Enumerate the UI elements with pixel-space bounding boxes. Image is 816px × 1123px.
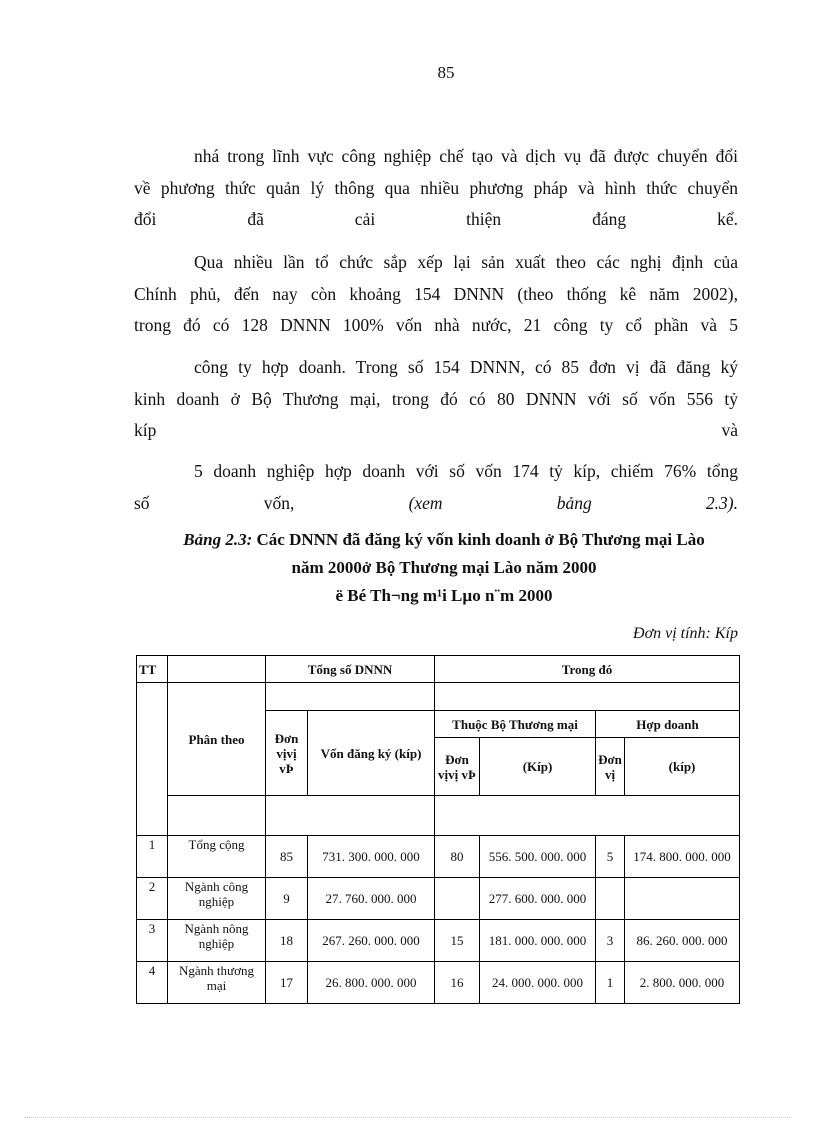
paragraph-line: kíp và [134, 420, 738, 440]
cell-n2: 15 [435, 920, 480, 962]
cell-tt: 3 [137, 920, 168, 962]
cell-v1: 26. 800. 000. 000 [308, 962, 435, 1004]
cell-name: Ngành nông nghiệp [168, 920, 266, 962]
cell-v3 [625, 878, 740, 920]
header-tt: TT [137, 656, 168, 683]
cell-name: Tổng cộng [168, 836, 266, 878]
paragraph-line: 5 doanh nghiệp hợp doanh với số vốn 174 tỷ kíp, chiếm 76% tổng [194, 461, 738, 481]
header-von-dang-ky: Vốn đăng ký (kíp) [308, 711, 435, 796]
cell-n1: 17 [266, 962, 308, 1004]
paragraph-line: nhá trong lĩnh vực công nghiệp chế tạo và dịch vụ đã được chuyển đổi [194, 146, 738, 166]
cell-name: Ngành công nghiệp [168, 878, 266, 920]
cell-tt: 1 [137, 836, 168, 878]
header-phan-theo: Phân theo [168, 683, 266, 796]
header-kip: (Kíp) [480, 738, 596, 796]
data-table [136, 655, 740, 1004]
page-bottom-divider [24, 1117, 792, 1118]
header-thuoc-bo: Thuộc Bộ Thương mại [435, 711, 596, 738]
header-kip-2: (kíp) [625, 738, 740, 796]
header-empty [266, 683, 435, 711]
header-blank [168, 656, 266, 683]
paragraph-3 [134, 352, 738, 447]
paragraph-1 [134, 141, 738, 236]
header-empty [435, 796, 740, 836]
cell-v1: 27. 760. 000. 000 [308, 878, 435, 920]
paragraph-line: công ty hợp doanh. Trong số 154 DNNN, có 85 đơn vị đã đăng ký [194, 357, 738, 377]
header-empty [168, 796, 266, 836]
caption-line-3: ë Bé Th¬ng m¹i Lµo n¨m 2000 [335, 586, 553, 605]
header-trong-do: Trong đó [435, 656, 740, 683]
cell-n1: 9 [266, 878, 308, 920]
table-row [137, 878, 740, 920]
cell-n1: 18 [266, 920, 308, 962]
cell-v2: 556. 500. 000. 000 [480, 836, 596, 878]
cell-v3: 2. 800. 000. 000 [625, 962, 740, 1004]
header-empty [435, 683, 740, 711]
header-tt-empty [137, 683, 168, 836]
table-row [137, 920, 740, 962]
page-number: 85 [437, 63, 455, 82]
caption-text: Các DNNN đã đăng ký vốn kinh doanh ở Bộ Thương mại Lào [256, 530, 705, 549]
paragraph-line: Chính phủ, đến nay còn khoảng 154 DNNN (theo thống kê năm 2002), [134, 283, 738, 304]
cell-v1: 731. 300. 000. 000 [308, 836, 435, 878]
cell-n2 [435, 878, 480, 920]
cell-n3: 5 [596, 836, 625, 878]
cell-n2: 80 [435, 836, 480, 878]
paragraph-line: Qua nhiều lần tổ chức sắp xếp lại sản xuất theo các nghị định của [194, 252, 738, 272]
unit-label: Đơn vị tính: Kíp [633, 625, 738, 642]
paragraph-line: đổi đã cải thiện đáng kể. [134, 209, 738, 229]
caption-label: Bảng 2.3: [183, 530, 253, 549]
cell-v2: 24. 000. 000. 000 [480, 962, 596, 1004]
paragraph-line: trong đó có 128 DNNN 100% vốn nhà nước, 21 công ty cổ phần và 5 [134, 315, 738, 335]
paragraph-text: số vốn, [134, 492, 295, 513]
cell-v3: 174. 800. 000. 000 [625, 836, 740, 878]
paragraph-2 [134, 247, 738, 342]
cell-v1: 267. 260. 000. 000 [308, 920, 435, 962]
cell-name: Ngành thương mại [168, 962, 266, 1004]
cell-n3: 3 [596, 920, 625, 962]
header-don-vi: Đơn vịvị vÞ [266, 711, 308, 796]
cell-tt: 4 [137, 962, 168, 1004]
cell-n1: 85 [266, 836, 308, 878]
header-don-vi-3: Đơn vị [596, 738, 625, 796]
cell-n3: 1 [596, 962, 625, 1004]
table-reference: (xem bảng 2.3). [408, 492, 739, 513]
table-row [137, 962, 740, 1004]
cell-n3 [596, 878, 625, 920]
caption-line-2: năm 2000ở Bộ Thương mại Lào năm 2000 [291, 558, 597, 577]
cell-v3: 86. 260. 000. 000 [625, 920, 740, 962]
header-empty [266, 796, 435, 836]
paragraph-4 [134, 456, 738, 519]
caption-line-1 [134, 526, 754, 554]
table-row [137, 836, 740, 878]
paragraph-line: về phương thức quản lý thông qua nhiều phương pháp và hình thức chuyển [134, 177, 738, 198]
cell-n2: 16 [435, 962, 480, 1004]
paragraph-line: kinh doanh ở Bộ Thương mại, trong đó có 80 DNNN với số vốn 556 tỷ [134, 388, 738, 409]
header-hop-doanh: Hợp doanh [596, 711, 740, 738]
header-tong-so: Tổng số DNNN [266, 656, 435, 683]
table-caption [134, 526, 754, 610]
header-don-vi-2: Đơn vịvị vÞ [435, 738, 480, 796]
cell-v2: 181. 000. 000. 000 [480, 920, 596, 962]
cell-v2: 277. 600. 000. 000 [480, 878, 596, 920]
paragraph-line [134, 488, 738, 520]
cell-tt: 2 [137, 878, 168, 920]
